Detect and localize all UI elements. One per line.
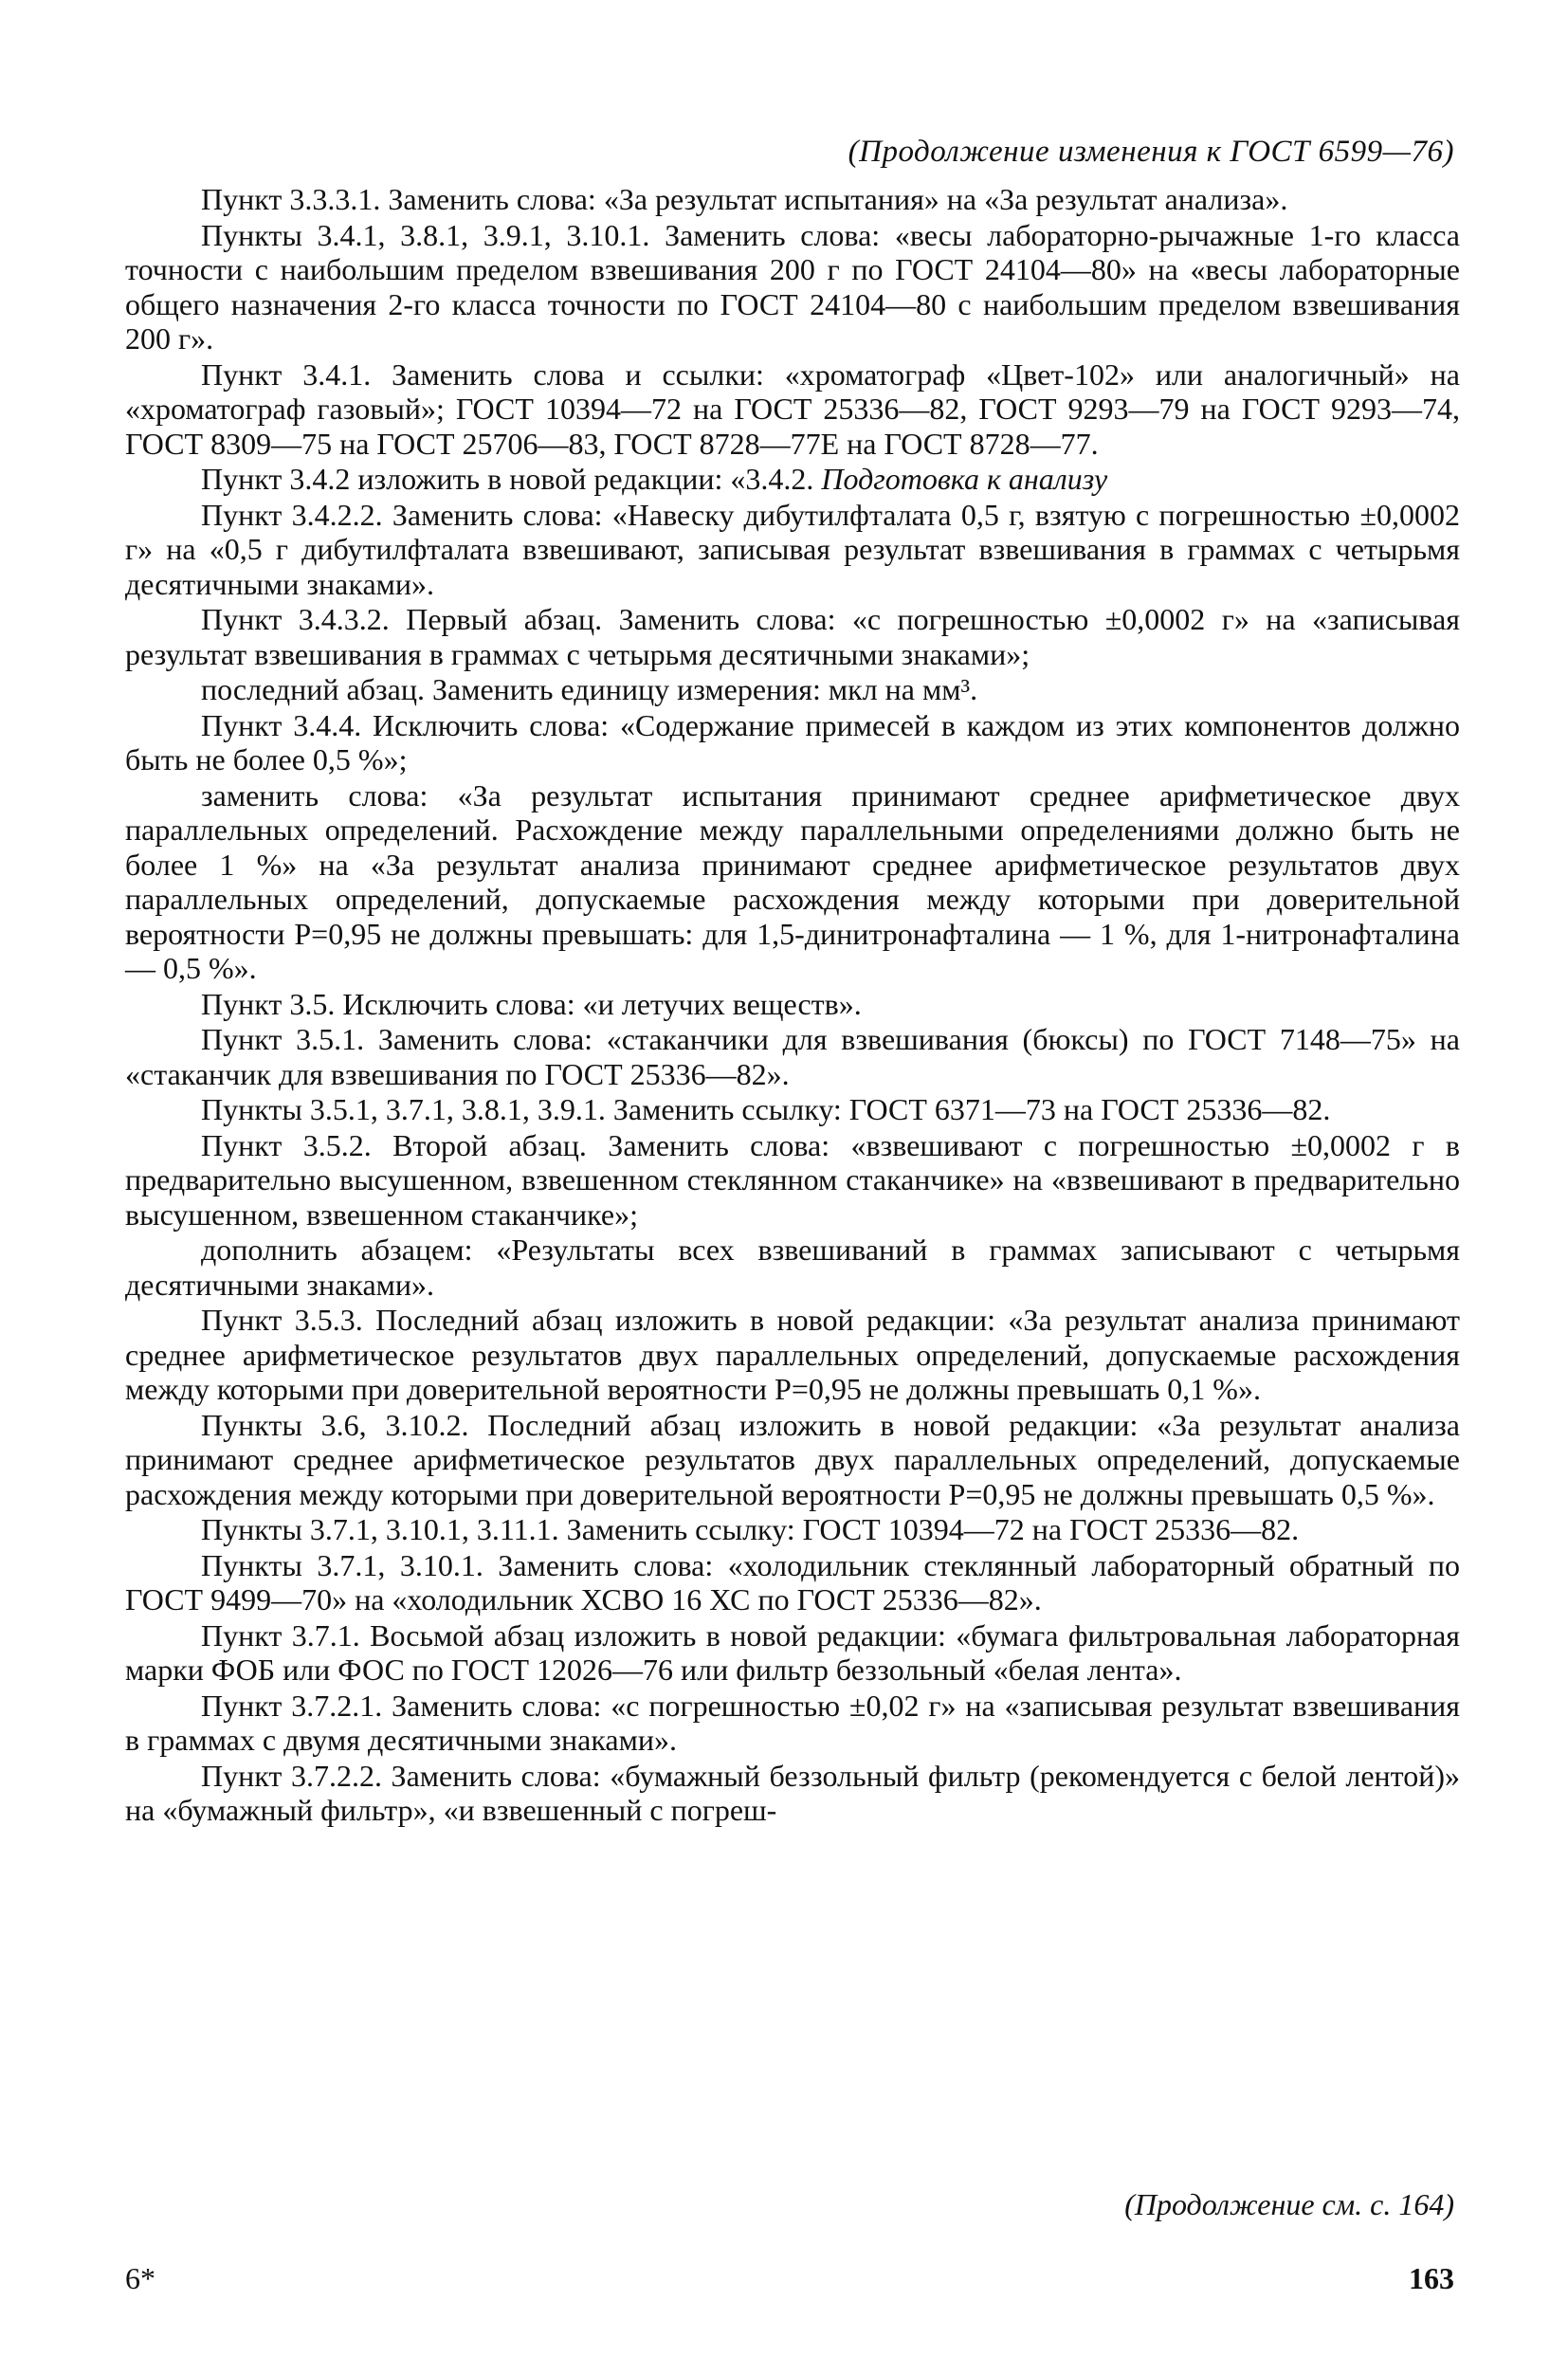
continuation-note: (Продолжение см. с. 164) — [1124, 2187, 1454, 2221]
paragraph: Пункт 3.4.2.2. Заменить слова: «Навеску дибутилфталата 0,5 г, взятую с погрешностью ±0,0002 г» на «0,5 г дибутилфталата взвешивают, записывая результат взвешивания в граммах с четырьмя десятичными знаками». — [125, 497, 1460, 601]
paragraph: Пункт 3.7.2.2. Заменить слова: «бумажный беззольный фильтр (рекомендуется с белой лентой)» на «бумажный фильтр», «и взвешенный с погреш- — [125, 1758, 1460, 1827]
paragraph: Пункт 3.4.1. Заменить слова и ссылки: «хроматограф «Цвет-102» или аналогичный» на «хроматограф газовый»; ГОСТ 10394—72 на ГОСТ 25336—82, ГОСТ 9293—79 на ГОСТ 9293—74, ГОСТ 8309—75 на ГОСТ 25706—83, ГОСТ 8728—77Е на ГОСТ 8728—77. — [125, 356, 1460, 461]
paragraph: Пункты 3.4.1, 3.8.1, 3.9.1, 3.10.1. Заменить слова: «весы лабораторно-рычажные 1-го класса точности с наибольшим пределом взвешивания 200 г по ГОСТ 24104—80» на «весы лабораторные общего назначения 2-го класса точности по ГОСТ 24104—80 с наибольшим пределом взвешивания 200 г». — [125, 217, 1460, 356]
page-header: (Продолжение изменения к ГОСТ 6599—76) — [848, 135, 1454, 169]
paragraph: Пункты 3.6, 3.10.2. Последний абзац изложить в новой редакции: «За результат анализа принимают среднее арифметическое результатов двух параллельных определений, допускаемые расхождения между которыми при доверительной вероятности P=0,95 не должны превышать 0,5 %». — [125, 1407, 1460, 1511]
paragraph: Пункт 3.5.1. Заменить слова: «стаканчики для взвешивания (бюксы) по ГОСТ 7148—75» на «стаканчик для взвешивания по ГОСТ 25336—82». — [125, 1022, 1460, 1091]
page-number: 163 — [1409, 2261, 1454, 2295]
paragraph: Пункт 3.4.4. Исключить слова: «Содержание примесей в каждом из этих компонентов должно быть не более 0,5 %»; — [125, 707, 1460, 776]
document-body — [125, 182, 1460, 1829]
paragraph: Пункт 3.7.1. Восьмой абзац изложить в новой редакции: «бумага фильтровальная лабораторная марки ФОБ или ФОС по ГОСТ 12026—76 или фильтр беззольный «белая лента». — [125, 1617, 1460, 1687]
italic-heading: Подготовка к анализу — [821, 462, 1108, 496]
paragraph: Пункт 3.3.3.1. Заменить слова: «За результат испытания» на «За результат анализа». — [201, 182, 1288, 216]
paragraph: Пункт 3.5.2. Второй абзац. Заменить слова: «взвешивают с погрешностью ±0,0002 г в предварительно высушенном, взвешенном стеклянном стаканчике» на «взвешивают в предварительно высушенном, взвешенном стаканчике»; — [125, 1127, 1460, 1232]
paragraph: последний абзац. Заменить единицу измерения: мкл на мм³. — [201, 672, 978, 706]
paragraph: заменить слова: «За результат испытания принимают среднее арифметическое двух параллельных определений. Расхождение между параллельными определениями должно быть не более 1 %» на «За результат анализа принимают среднее арифметическое результатов двух параллельных определений, допускаемые расхождения между которыми при доверительной вероятности P=0,95 не должны превышать: для 1,5-динитронафталина — 1 %, для 1-нитронафталина — 0,5 %». — [125, 777, 1460, 985]
signature-mark: 6* — [125, 2261, 155, 2295]
paragraph: Пункты 3.7.1, 3.10.1. Заменить слова: «холодильник стеклянный лабораторный обратный по ГОСТ 9499—70» на «холодильник ХСВО 16 ХС по ГОСТ 25336—82». — [125, 1547, 1460, 1616]
paragraph: дополнить абзацем: «Результаты всех взвешиваний в граммах записывают с четырьмя десятичными знаками». — [125, 1233, 1460, 1302]
paragraph: Пункт 3.4.3.2. Первый абзац. Заменить слова: «с погрешностью ±0,0002 г» на «записывая результат взвешивания в граммах с четырьмя десятичными знаками»; — [125, 602, 1460, 671]
paragraph: Пункт 3.5. Исключить слова: «и летучих веществ». — [201, 986, 862, 1021]
paragraph: Пункт 3.4.2 изложить в новой редакции: «3.4.2. Подготовка к анализу — [201, 462, 1108, 496]
paragraph: Пункты 3.5.1, 3.7.1, 3.8.1, 3.9.1. Заменить ссылку: ГОСТ 6371—73 на ГОСТ 25336—82. — [201, 1092, 1331, 1126]
paragraph: Пункт 3.5.3. Последний абзац изложить в новой редакции: «За результат анализа принимают среднее арифметическое результатов двух параллельных определений, допускаемые расхождения между которыми при доверительной вероятности P=0,95 не должны превышать 0,1 %». — [125, 1303, 1460, 1406]
paragraph: Пункты 3.7.1, 3.10.1, 3.11.1. Заменить ссылку: ГОСТ 10394—72 на ГОСТ 25336—82. — [201, 1512, 1300, 1546]
paragraph: Пункт 3.7.2.1. Заменить слова: «с погрешностью ±0,02 г» на «записывая результат взвешивания в граммах с двумя десятичными знаками». — [125, 1688, 1460, 1757]
